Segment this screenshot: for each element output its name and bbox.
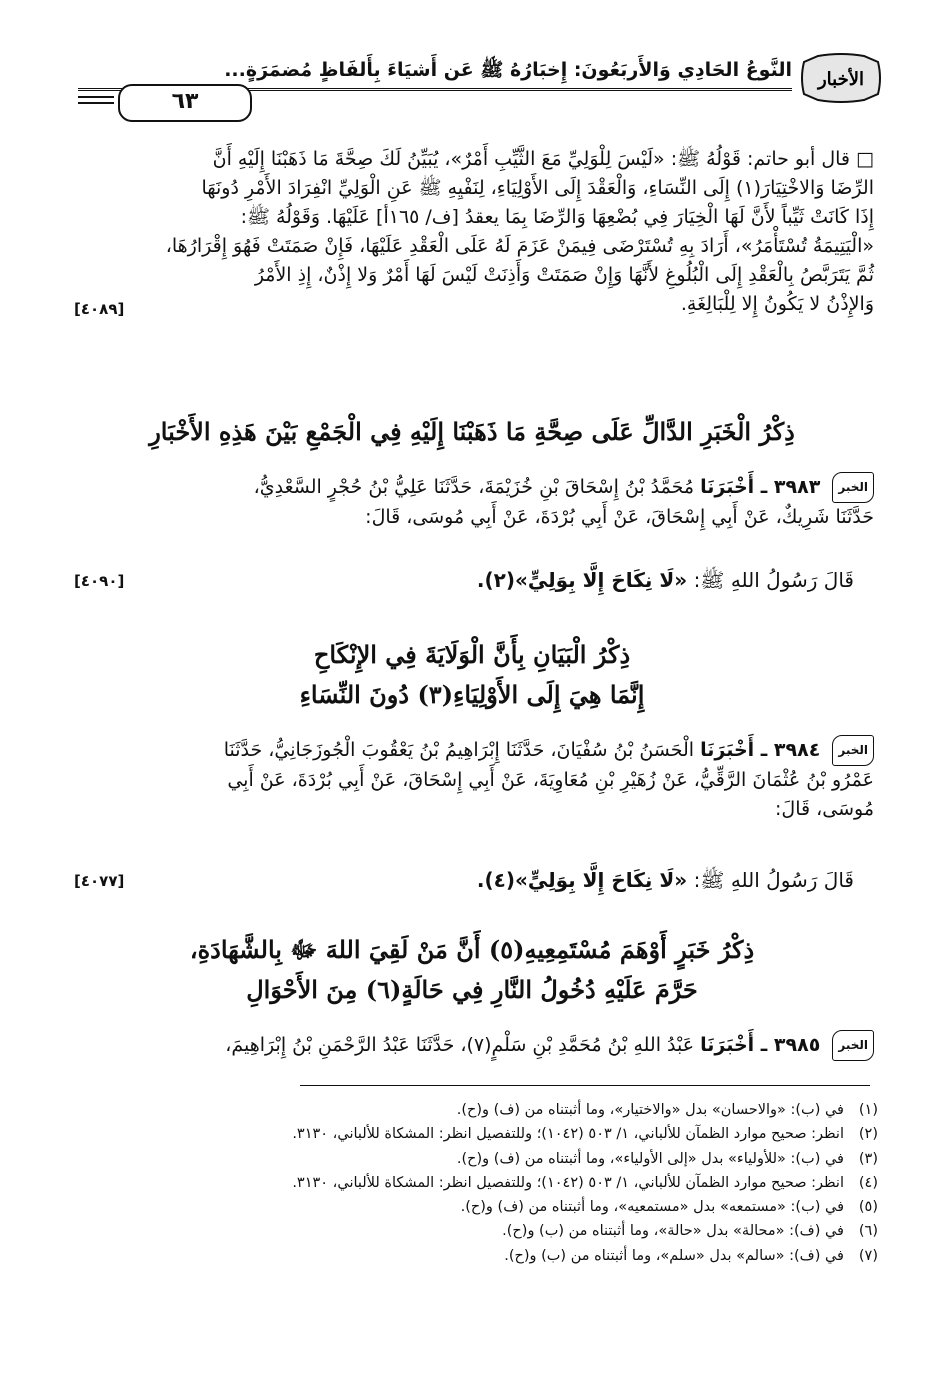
section-heading: [60, 635, 884, 715]
quote-text: «لَا نِكَاحَ إِلَّا بِوَلِيٍّ»(٤).: [476, 868, 688, 892]
text-line: مُوسَى، قَالَ:: [775, 798, 874, 820]
hadith-number: ٣٩٨٥ ـ أَخْبَرَنَا: [700, 1034, 821, 1056]
text-line: عَمْرُو بْنُ عُثْمَانَ الرَّقِّيُّ، عَنْ زُهَيْرِ بْنِ مُعَاوِيَةَ، عَنْ أَبِي إِسْحَاقَ، عَنْ أَبِي بُرْدَةَ، عَنْ أَبِي: [227, 769, 874, 791]
isnad-text: مُحَمَّدُ بْنُ إِسْحَاقَ بْنِ خُزَيْمَةَ، حَدَّثَنَا عَلِيُّ بْنُ حُجْرٍ السَّعْدِيُّ،: [253, 476, 695, 498]
heading-line: ذِكْرُ الْبَيَانِ بِأَنَّ الْوَلَايَةَ فِي الإِنْكَاحِ: [313, 640, 631, 669]
hadith-quote: [74, 868, 854, 897]
khabar-badge-icon: الخبر: [832, 1030, 874, 1061]
hadith-3983: [74, 472, 874, 532]
footnote-text: في (ف): «سالم» بدل «سلم»، وما أثبتناه من (ب) و(ح).: [504, 1247, 844, 1264]
footnote-text: في (ب): «والاحسان» بدل «والاختيار»، وما أثبتناه من (ف) و(ح).: [456, 1102, 844, 1118]
reference-number: [٤٠٧٧]: [74, 872, 125, 890]
number-ornament-line: [78, 102, 114, 104]
text-line: الرِّضَا وَالاخْتِيَارَ(١) إِلَى النِّسَاءِ، وَالْعَقْدَ إِلَى الأَوْلِيَاءِ، لِنَفْيِهِ ﷺ عَنِ الْوَلِيِّ انْفِرَادَ الأَمْرِ دُونَهَا: [201, 177, 874, 199]
khabar-badge-icon: الخبر: [832, 472, 874, 503]
footnotes: [74, 1098, 878, 1268]
hadith-number: ٣٩٨٣ ـ أَخْبَرَنَا: [700, 476, 821, 498]
text-line: حَدَّثَنَا شَرِيكٌ، عَنْ أَبِي إِسْحَاقَ، عَنْ أَبِي بُرْدَةَ، عَنْ أَبِي مُوسَى، قَالَ:: [365, 506, 874, 528]
footnote-number: (٦): [858, 1223, 878, 1240]
khabar-badge-icon: الخبر: [832, 735, 874, 766]
footnote-text: انظر: صحيح موارد الظمآن للألباني، ١/ ٥٠٣ (١٠٤٢)؛ وللتفصيل انظر: المشكاة للألباني، ٣١٣٠.: [292, 1174, 844, 1191]
footnote-text: في (ف): «محالة» بدل «حالة»، وما أثبتناه من (ب) و(ح).: [502, 1223, 844, 1240]
hadith-quote: [74, 568, 854, 597]
section-emblem-icon: [798, 52, 884, 104]
footnote-text: في (ب): «للأولياء» بدل «إلى الأولياء»، وما أثبتناه من (ف) و(ح).: [456, 1150, 844, 1167]
footnote-number: (٢): [858, 1126, 878, 1143]
isnad-text: الْحَسَنُ بْنُ سُفْيَانَ، حَدَّثَنَا إِبْرَاهِيمُ بْنُ يَعْقُوبَ الْجُوزَجَانِيُّ، حَدَّثَنَا: [223, 739, 695, 761]
footnote-number: (١): [858, 1102, 878, 1118]
text-line: وَالإِذْنُ لا يَكُونُ إِلا لِلْبَالِغَةِ.: [680, 293, 874, 315]
quote-text: «لَا نِكَاحَ إِلَّا بِوَلِيٍّ»(٢).: [476, 568, 688, 592]
text-line: [74, 735, 874, 766]
quote-prefix: قَالَ رَسُولُ اللهِ ﷺ:: [693, 568, 854, 592]
footnote-number: (٥): [858, 1199, 878, 1216]
footnote-number: (٧): [858, 1247, 878, 1264]
number-ornament-line: [78, 96, 114, 98]
section-heading: ذِكْرُ الْخَبَرِ الدَّالِّ عَلَى صِحَّةِ مَا ذَهَبْنَا إِلَيْهِ فِي الْجَمْعِ بَيْنَ هَذِهِ الأَخْبَارِ: [149, 417, 795, 446]
hadith-number: ٣٩٨٤ ـ أَخْبَرَنَا: [700, 739, 821, 761]
footnote-rule: [300, 1085, 870, 1086]
footnote: [74, 1098, 878, 1122]
footnote: [74, 1171, 878, 1195]
text-line: ثُمَّ يَتَرَبَّصُ بِالْعَقْدِ إِلَى الْبُلُوغِ لأَنَّهَا وَإِنْ صَمَتَتْ وَأَذِنَتْ لَيْسَ لَهَا أَمْرٌ وَلا إِذْنٌ، إِذِ الأَمْرُ: [254, 264, 874, 286]
text-line: □ قال أبو حاتم: قَوْلُهُ ﷺ: «لَيْسَ لِلْوَلِيِّ مَعَ الثَّيِّبِ أَمْرٌ»، يُبَيِّنُ لَكَ صِحَّةَ مَا ذَهَبْنَا إِلَيْهِ أَنَّ: [212, 148, 874, 170]
text-line: [74, 1030, 874, 1061]
page-number: ٦٣: [118, 84, 252, 122]
header-title: النَّوعُ الحَادِي وَالأَربَعُونَ: إِخبَارُهُ ﷺ عَن أَشيَاءَ بِأَلفَاظٍ مُضمَرَةٍ...: [224, 59, 792, 81]
hadith-3984: [74, 735, 874, 824]
footnote-text: في (ب): «مستمعه» بدل «مستمعيه»، وما أثبتناه من (ف) و(ح).: [460, 1199, 844, 1216]
quote-prefix: قَالَ رَسُولُ اللهِ ﷺ:: [693, 868, 854, 892]
footnote-text: انظر: صحيح موارد الظمآن للألباني، ١/ ٥٠٣ (١٠٤٢)؛ وللتفصيل انظر: المشكاة للألباني، ٣١٣٠.: [292, 1126, 844, 1143]
footnote: [74, 1219, 878, 1243]
footnote: [74, 1122, 878, 1146]
section-heading: [60, 930, 884, 1010]
footnote-number: (٣): [858, 1150, 878, 1167]
intro-paragraph: [74, 145, 874, 319]
reference-number: [٤٠٩٠]: [74, 572, 125, 590]
heading-line: ذِكْرُ خَبَرٍ أَوْهَمَ مُسْتَمِعِيهِ(٥) أَنَّ مَنْ لَقِيَ اللهَ ﷻ بِالشَّهَادَةِ،: [189, 935, 755, 964]
text-line: إِذَا كَانَتْ ثَيِّباً لأَنَّ لَهَا الْخِيَارَ فِي بُضْعِهَا وَالرِّضَا بِمَا يعقدُ [ف/ ١٦٥أ] عَلَيْهَا. وَقَوْلُهُ ﷺ:: [240, 206, 874, 228]
emblem-label: الأخبار: [817, 69, 865, 90]
hadith-3985: [74, 1030, 874, 1061]
isnad-text: عَبْدُ اللهِ بْنُ مُحَمَّدِ بْنِ سَلْمٍ(٧)، حَدَّثَنَا عَبْدُ الرَّحْمَنِ بْنُ إِبْرَاهِيمَ،: [225, 1034, 695, 1056]
text-line: [74, 472, 874, 503]
heading-line: إِنَّمَا هِيَ إِلَى الأَوْلِيَاءِ(٣) دُونَ النِّسَاءِ: [299, 680, 645, 709]
footnote: [74, 1147, 878, 1171]
footnote: [74, 1244, 878, 1268]
heading-line: حَرَّمَ عَلَيْهِ دُخُولُ النَّارِ فِي حَالَةٍ(٦) مِنَ الأَحْوَالِ: [246, 975, 698, 1004]
footnote-number: (٤): [858, 1174, 878, 1191]
reference-number: [٤٠٨٩]: [74, 300, 125, 318]
text-line: «الْيَتِيمَةُ تُسْتَأْمَرُ»، أَرَادَ بِهِ تُسْتَرْضَى فِيمَنْ عَزَمَ لَهُ عَلَى الْعَقْدِ عَلَيْهَا، فَإِنْ صَمَتَتْ فَهُوَ إِقْرَارُهَا،: [165, 235, 874, 257]
running-header: [78, 58, 884, 116]
footnote: [74, 1195, 878, 1219]
